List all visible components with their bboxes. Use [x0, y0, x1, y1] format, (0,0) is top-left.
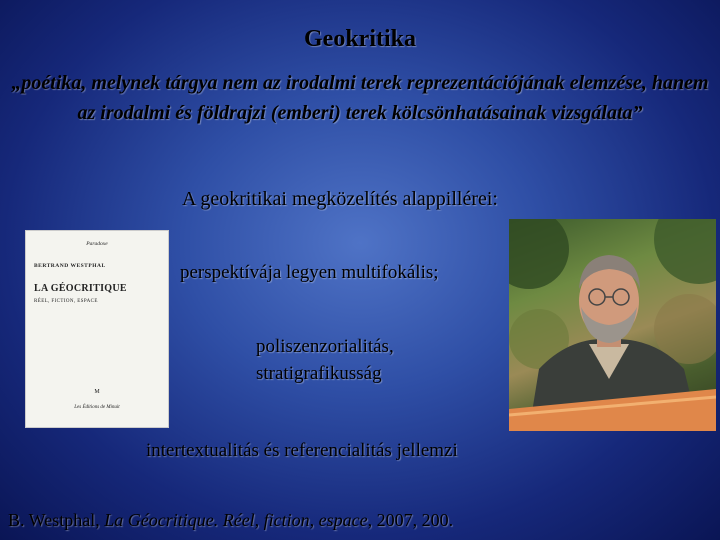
book-subtitle: RÉEL, FICTION, ESPACE: [34, 299, 98, 304]
book-cover-image: [25, 230, 169, 428]
definition-quote: „poétika, melynek tárgya nem az irodalmi terek reprezentációjának elemzése, hanem az irodalmi és földrajzi (emberi) terek kölcsönhatásainak vizsgálata”: [11, 72, 709, 124]
pillar-multifocality: perspektívája legyen multifokális;: [180, 262, 439, 283]
pillar-intertextuality: intertextualitás és referencialitás jellemzi: [146, 440, 458, 461]
slide-title: Geokritika: [304, 26, 416, 52]
book-series: Paradoxe: [86, 241, 108, 247]
portrait-illustration: [509, 219, 716, 431]
citation-work-title: La Géocritique. Réel, fiction, espace: [104, 510, 368, 530]
pillars-heading: A geokritikai megközelítés alappillérei:: [181, 188, 498, 210]
citation-details: , 2007, 200.: [367, 510, 454, 530]
book-title: LA GÉOCRITIQUE: [34, 283, 127, 294]
citation: [8, 510, 453, 531]
author-portrait-photo: [509, 219, 716, 431]
citation-author: B. Westphal,: [8, 510, 105, 530]
book-author: BERTRAND WESTPHAL: [34, 263, 106, 269]
pillar-polysensoriality: poliszenzorialitás, stratigrafikusság: [256, 336, 394, 384]
book-publisher: Les Éditions de Minuit: [74, 405, 120, 410]
publisher-logo: M: [94, 389, 100, 395]
